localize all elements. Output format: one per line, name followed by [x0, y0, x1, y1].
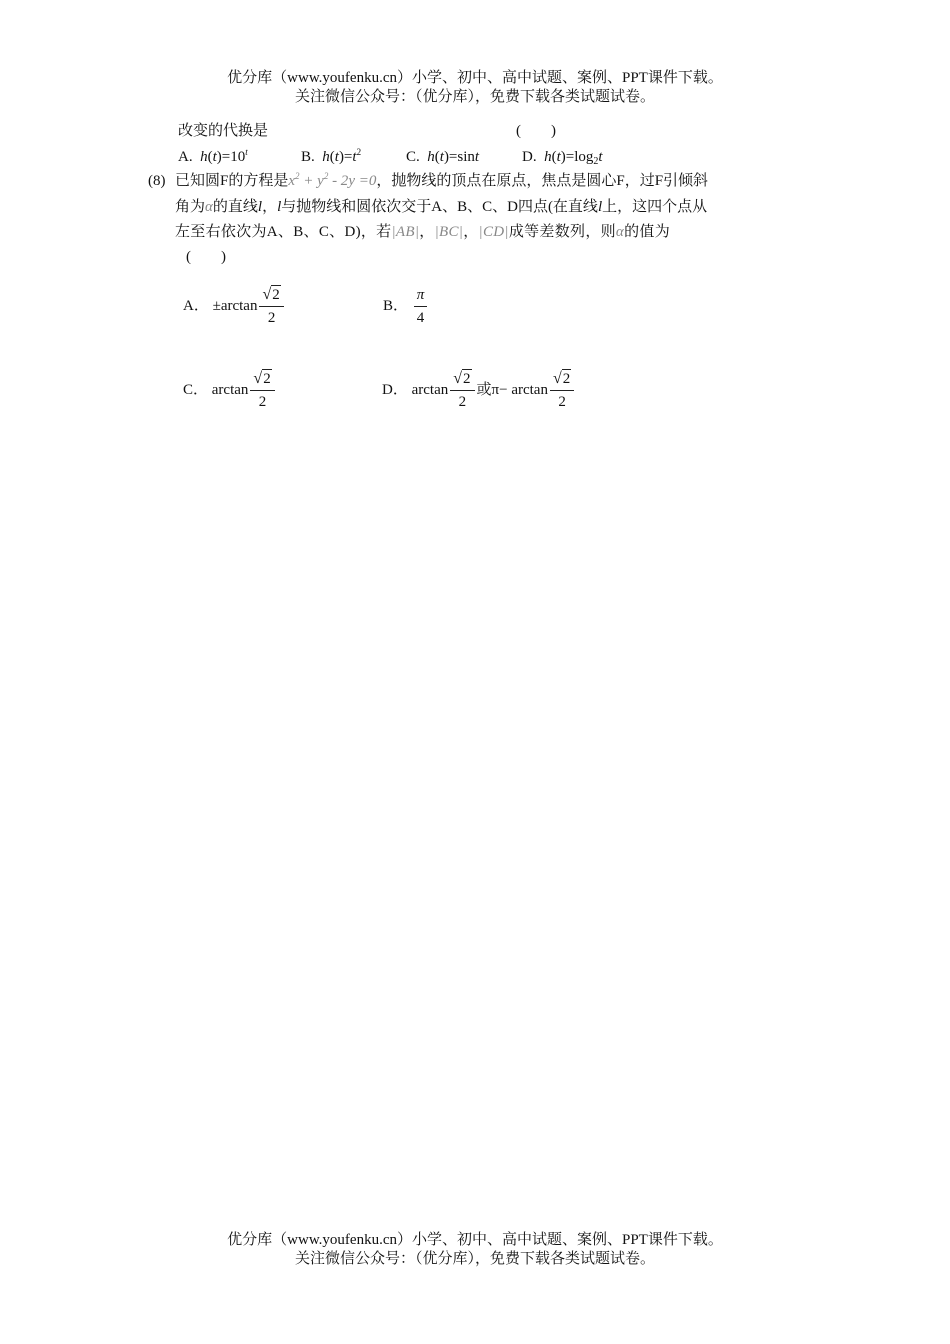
fn-var: t: [212, 149, 217, 165]
q8-number: (8): [148, 173, 166, 189]
header-line-2: 关注微信公众号：（优分库），免费下载各类试题试卷。: [294, 89, 655, 105]
q7-option-b: B. $h(t)=t^2$: [301, 147, 362, 165]
fraction: $\frac{√2}{2}$: [550, 368, 574, 413]
fn-var: t: [334, 149, 339, 165]
fraction: $\frac{√2}{2}$: [450, 368, 474, 413]
option-sup: 2: [356, 147, 362, 157]
option-sub: 2: [593, 156, 599, 167]
q7-option-a: A. $h(t)=10^t$: [178, 147, 248, 165]
abs-ab: |AB|: [391, 224, 420, 240]
option-rhs-var: t: [474, 149, 480, 165]
option-rhs: log: [574, 149, 594, 165]
q7-tail-text: 改变的代换是: [178, 123, 269, 139]
q8-option-a: A． ±arctan $\frac{√2}{2}$: [183, 282, 286, 330]
q7-answer-paren: ( ): [516, 123, 556, 139]
option-rhs: sin: [457, 149, 475, 165]
option-rhs-var: t: [598, 149, 603, 165]
q8-option-b: B． $\frac{\pi}{4}$: [383, 282, 429, 330]
option-label: B.: [301, 149, 315, 165]
q7-option-d: D. $h(t)=\log_2t$: [522, 149, 603, 167]
option-label: A.: [178, 149, 193, 165]
abs-bc: |BC|: [434, 224, 464, 240]
fn-name: h: [322, 149, 330, 165]
option-label: D.: [522, 149, 537, 165]
fn-var: t: [556, 149, 561, 165]
fn-name: h: [200, 149, 208, 165]
circle-equation: $x^2 + y^2 - 2y =0$: [288, 171, 377, 189]
fn-name: h: [427, 149, 435, 165]
alpha-symbol: α: [615, 224, 625, 240]
footer-line-2: 关注微信公众号：（优分库），免费下载各类试题试卷。: [294, 1251, 655, 1267]
option-rhs: 10: [230, 149, 246, 165]
alpha-symbol: α: [205, 199, 213, 215]
header-line-1: 优分库（www.youfenku.cn）小学、初中、高中试题、案例、PPT课件下载。: [227, 70, 723, 86]
option-sup: t: [245, 147, 248, 157]
footer-line-1: 优分库（www.youfenku.cn）小学、初中、高中试题、案例、PPT课件下载。: [227, 1232, 723, 1248]
fraction: $\frac{√2}{2}$: [250, 368, 274, 413]
q8-answer-paren: ( ): [186, 249, 226, 265]
q8-line-2: 角为α的直线l，l与抛物线和圆依次交于A、B、C、D四点(在直线l上，这四个点从: [175, 199, 708, 215]
fraction: $\frac{√2}{2}$: [259, 284, 283, 329]
fn-name: h: [544, 149, 552, 165]
abs-cd: |CD|: [478, 224, 509, 240]
q8-option-c: C． arctan $\frac{√2}{2}$: [183, 366, 277, 414]
q8-line-3: 左至右依次为A、B、C、D)，若|AB|，|BC|，|CD|成等差数列，则α的值为: [175, 224, 671, 240]
q8-option-d: D． arctan $\frac{√2}{2}$ 或π− arctan $\frac{√2}{2}$: [382, 366, 576, 414]
option-label: C.: [406, 149, 420, 165]
fn-var: t: [439, 149, 444, 165]
option-rhs: t: [352, 149, 357, 165]
q7-option-c: C. h(t)=sint: [406, 149, 480, 165]
q8-line-1: 已知圆F的方程是$x^2 + y^2 - 2y =0$，抛物线的顶点在原点，焦点是圆心F，过F引倾斜: [175, 171, 709, 189]
fraction: $\frac{\pi}{4}$: [414, 284, 428, 329]
